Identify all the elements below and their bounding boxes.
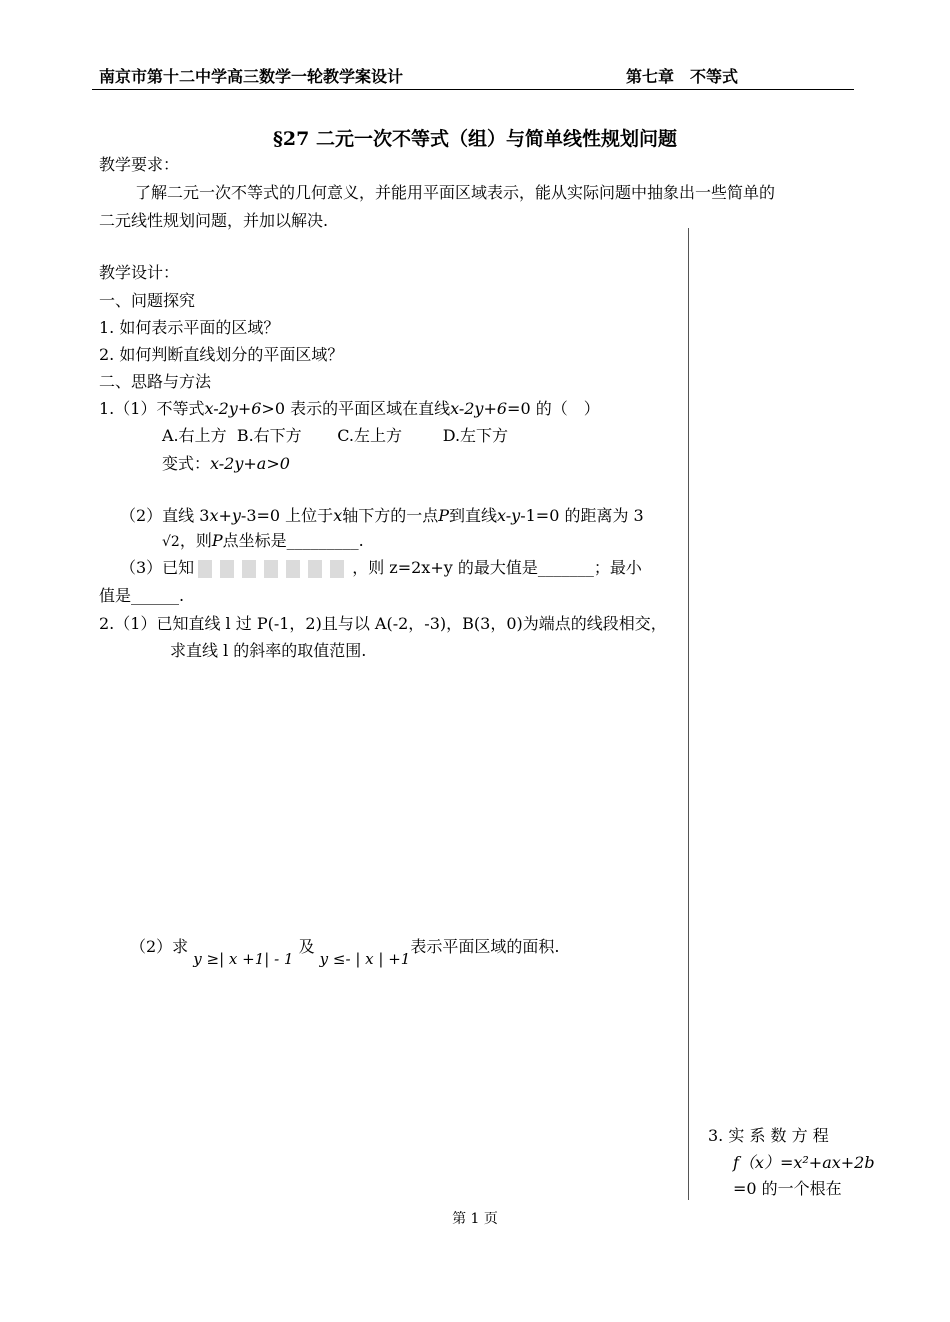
page-number: 第 1 页	[452, 1211, 498, 1227]
problem-1-1-options: A.右上方 B.右下方 C.左上方 D.左下方	[162, 426, 509, 445]
problem-2-1: 2.（1）已知直线 l 过 P(-1，2)且与以 A(-2，-3)，B(3，0)为端点的线段相交，	[99, 614, 667, 633]
header-rule	[92, 89, 854, 90]
requirements-line1: 了解二元一次不等式的几何意义，并能用平面区域表示，能从实际问题中抽象出一些简单的	[135, 183, 776, 202]
section-heading-1: 一、问题探究	[99, 291, 196, 310]
requirements-line2: 二元线性规划问题，并加以解决.	[99, 211, 329, 230]
problem-1-2-cont: √2，则P点坐标是_________.	[162, 531, 364, 550]
system-of-inequalities-image	[198, 560, 348, 578]
sidebar-line2: f（x）=x²+ax+2b	[733, 1153, 875, 1172]
sidebar-line3: =0 的一个根在	[733, 1179, 842, 1198]
problem-1-1-variant: 变式：x-2y+a>0	[162, 454, 290, 473]
question-1: 1. 如何表示平面的区域？	[99, 318, 280, 337]
question-2: 2. 如何判断直线划分的平面区域？	[99, 345, 344, 364]
problem-1-1: 1.（1）不等式x-2y+6>0 表示的平面区域在直线x-2y+6=0 的（ ）	[99, 399, 600, 418]
column-divider	[688, 228, 689, 1200]
problem-2-2: （2）求 y ≥| x +1| - 1 及 y ≤- | x | +1表示平面区域的面积.	[130, 937, 560, 968]
problem-1-3: （3）已知 ，则 z=2x+y 的最大值是_______；最小	[120, 558, 642, 577]
header-chapter: 第七章 不等式	[626, 67, 739, 86]
problem-2-1-cont: 求直线 l 的斜率的取值范围.	[170, 641, 367, 660]
requirements-label: 教学要求：	[99, 155, 180, 174]
sidebar-line1: 3. 实 系 数 方 程	[708, 1126, 829, 1145]
header-school: 南京市第十二中学高三数学一轮教学案设计	[99, 67, 404, 86]
problem-1-2: （2）直线 3x+y-3=0 上位于x轴下方的一点P到直线x-y-1=0 的距离为 3	[120, 506, 644, 525]
section-heading-2: 二、思路与方法	[99, 372, 212, 391]
page-title: §27 二元一次不等式（组）与简单线性规划问题	[273, 128, 677, 150]
design-label: 教学设计：	[99, 263, 180, 282]
problem-1-3-cont: 值是______.	[99, 586, 185, 605]
